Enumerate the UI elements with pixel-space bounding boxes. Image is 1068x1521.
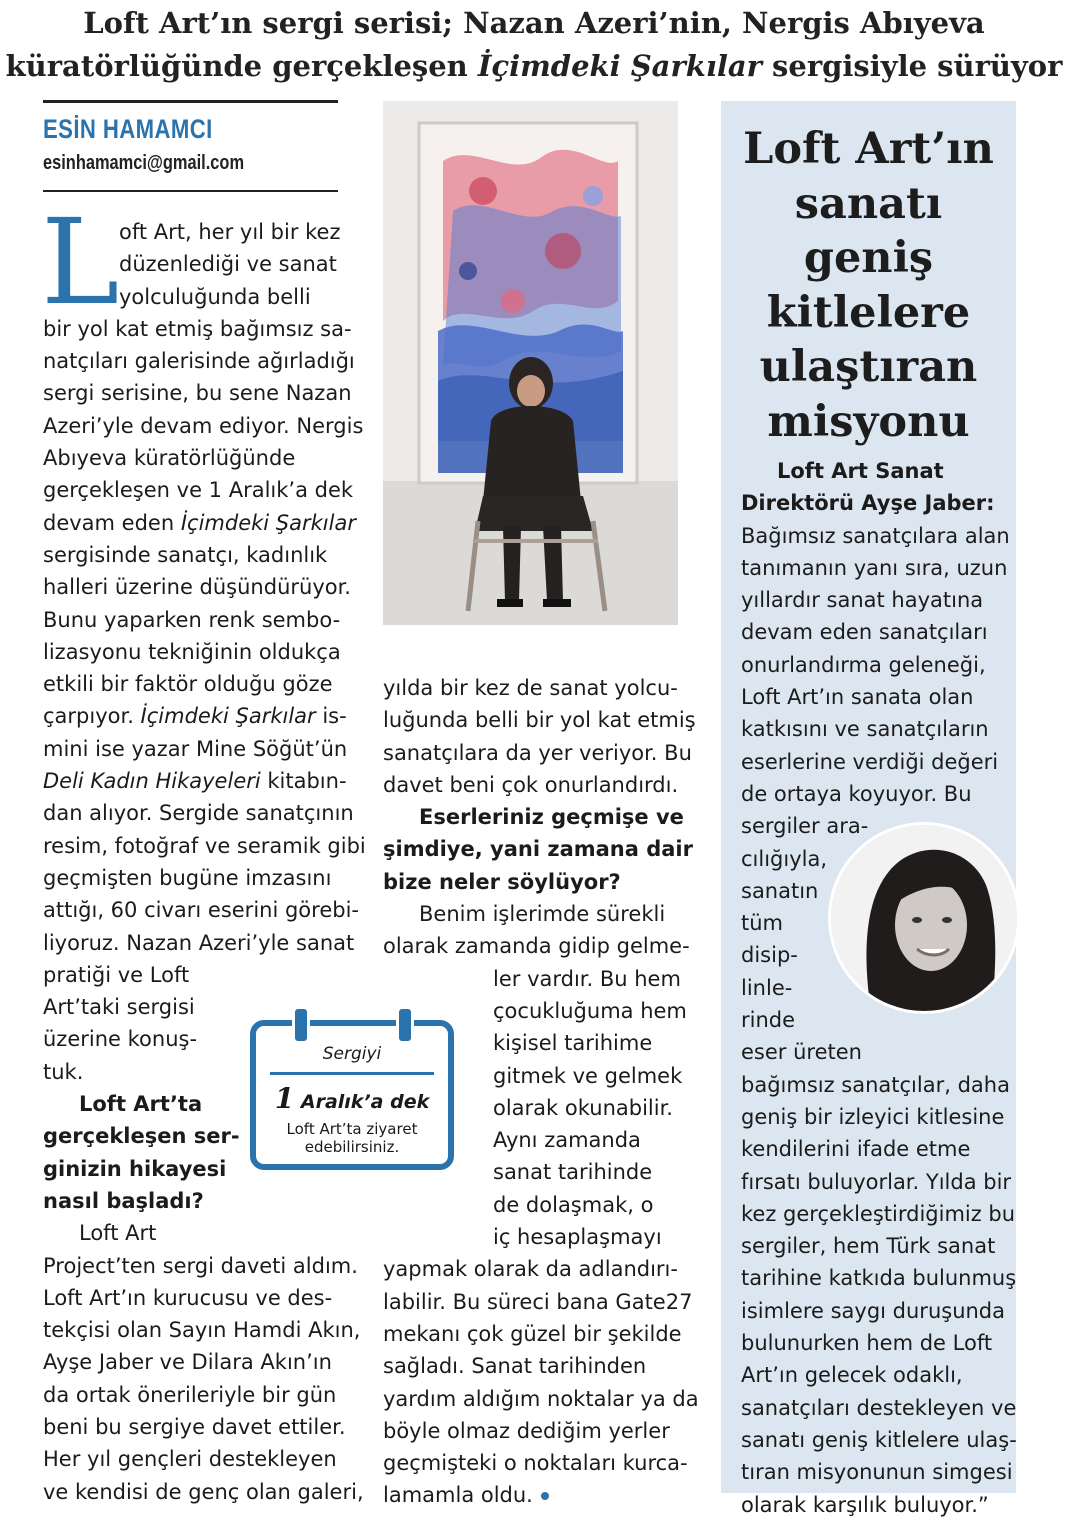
body-line xyxy=(43,765,347,797)
body-line-text: çarpıyor. xyxy=(43,704,141,729)
body-line: tuk. xyxy=(43,1059,84,1084)
calendar-ring-icon xyxy=(292,1006,310,1044)
calendar-note-line: Loft Art’ta ziyaret xyxy=(286,1120,418,1138)
body-line: olarak zamanda gidip gelme- xyxy=(383,934,690,959)
interview-question: şimdiye, yani zamana dair xyxy=(383,837,693,862)
sidebar-speaker: Loft Art Sanat xyxy=(777,459,944,483)
sidebar-title-line: misyonu xyxy=(767,396,970,447)
body-line: düzenlediği ve sanat xyxy=(119,252,337,277)
interview-question: Eserleriniz geçmişe ve xyxy=(419,805,684,830)
body-line: geçmişten bugüne imzasını xyxy=(43,865,332,890)
sidebar-speaker: Direktörü Ayşe Jaber: xyxy=(741,491,995,516)
body-line: olarak okunabilir. xyxy=(493,1095,673,1120)
interview-question: bize neler söylüyor? xyxy=(383,869,621,894)
calendar-label: Sergiyi xyxy=(322,1044,382,1064)
body-line: sergi serisine, bu sene Nazan xyxy=(43,381,352,406)
body-line: ler vardır. Bu hem xyxy=(493,966,681,991)
body-line xyxy=(43,700,347,732)
body-line: etkili bir faktör olduğu göze xyxy=(43,672,333,697)
exhibition-date-box xyxy=(250,1010,464,1172)
sidebar-title xyxy=(721,122,1016,449)
body-line: geniş bir izleyici kitlesine xyxy=(741,1104,1005,1129)
body-line: geçmişteki o noktaları kurca- xyxy=(383,1451,688,1476)
exhibition-title-italic: İçimdeki Şarkılar xyxy=(140,704,316,729)
body-line: katkısını ve sanatçıların xyxy=(741,717,989,742)
body-line: dan alıyor. Sergide sanatçının xyxy=(43,801,354,826)
body-line: da ortak önerileriyle bir gün xyxy=(43,1382,337,1407)
artist-photo xyxy=(383,101,678,625)
body-line: iç hesaplaşmayı xyxy=(493,1225,662,1250)
body-line: kendilerini ifade etme xyxy=(741,1137,971,1162)
body-line: eser üreten xyxy=(741,1040,862,1065)
body-line: tıran misyonunun simgesi xyxy=(741,1460,1013,1485)
interview-question: ginizin hikayesi xyxy=(43,1156,227,1181)
byline-bottom-rule xyxy=(43,190,338,192)
body-line: fırsatı buluyorlar. Yılda bir xyxy=(741,1169,1012,1194)
calendar-date xyxy=(250,1082,454,1115)
body-line: kez gerçekleştirdiğimiz bu xyxy=(741,1201,1016,1226)
body-line: bulunurken hem de Loft xyxy=(741,1331,993,1356)
body-line: sergisinde sanatçı, kadınlık xyxy=(43,542,328,567)
body-line: böyle olmaz dediğim yerler xyxy=(383,1418,670,1443)
body-line: Her yıl gençleri destekleyen xyxy=(43,1447,337,1472)
drop-cap: L xyxy=(41,193,120,331)
interview-question: gerçekleşen ser- xyxy=(43,1124,240,1149)
body-line: yolculuğunda belli xyxy=(119,284,311,309)
sidebar-title-line: ulaştıran xyxy=(759,342,978,392)
body-line: gerçekleşen ve 1 Aralık’a dek xyxy=(43,478,354,503)
body-line-text: lamamla oldu. xyxy=(383,1483,533,1508)
body-line: Benim işlerimde sürekli xyxy=(419,902,666,927)
body-line: üzerine konuş- xyxy=(43,1027,198,1052)
sidebar-title-line: kitlelere xyxy=(766,287,971,338)
interview-question: nasıl başladı? xyxy=(43,1188,204,1213)
headline-line-2-end: sergisiyle sürüyor xyxy=(761,49,1063,83)
body-line: bir yol kat etmiş bağımsız sa- xyxy=(43,316,352,341)
body-line: çocukluğuma hem xyxy=(493,998,687,1023)
director-portrait-illustration xyxy=(831,825,1017,1011)
body-line-text: kitabın- xyxy=(260,769,347,794)
calendar-date-text: Aralık’a dek xyxy=(294,1091,430,1113)
body-line: tekçisi olan Sayın Hamdi Akın, xyxy=(43,1318,361,1343)
body-line: de dolaşmak, o xyxy=(493,1192,654,1217)
article-headline xyxy=(0,2,1068,88)
body-line: linle- xyxy=(741,975,793,1000)
body-line: sanat tarihinde xyxy=(493,1160,653,1185)
headline-line-1: Loft Art’ın sergi serisi; Nazan Azeri’nin, Nergis Abıyeva xyxy=(83,6,985,40)
body-line: eserlerine verdiği değeri xyxy=(741,749,999,774)
body-line: Aynı zamanda xyxy=(493,1128,641,1153)
body-line: Bağımsız sanatçılara alan xyxy=(741,523,1010,548)
body-line: Abıyeva küratörlüğünde xyxy=(43,446,296,471)
body-line: de ortaya koyuyor. Bu xyxy=(741,781,972,806)
body-line: isimlere saygı duruşunda xyxy=(741,1298,1006,1323)
interview-question: Loft Art’ta xyxy=(79,1092,203,1117)
author-email[interactable]: esinhamamci@gmail.com xyxy=(43,152,245,174)
body-line: gitmek ve gelmek xyxy=(493,1063,683,1088)
body-line: disip- xyxy=(741,943,798,968)
body-line: Art’ın gelecek odaklı, xyxy=(741,1363,963,1388)
body-line: lizasyonu tekniğinin oldukça xyxy=(43,639,341,664)
headline-line-2 xyxy=(0,45,1068,88)
body-line: Ayşe Jaber ve Dilara Akın’ın xyxy=(43,1350,332,1375)
exhibition-title-italic: İçimdeki Şarkılar xyxy=(180,510,356,535)
body-line-text: devam eden xyxy=(43,510,181,535)
body-line: davet beni çok onurlandırdı. xyxy=(383,772,679,797)
body-line: Azeri’yle devam ediyor. Nergis xyxy=(43,413,364,438)
body-line xyxy=(383,1479,683,1511)
body-line: cılığıyla, xyxy=(741,846,828,871)
body-line: sanatçıları destekleyen ve xyxy=(741,1395,1017,1420)
body-line: oft Art, her yıl bir kez xyxy=(119,220,341,244)
body-line: Project’ten sergi daveti aldım. xyxy=(43,1253,358,1278)
body-line: tanımanın yanı sıra, uzun xyxy=(741,555,1008,580)
body-line: yardım aldığım noktalar ya da xyxy=(383,1386,699,1411)
body-line xyxy=(43,507,356,539)
body-line: resim, fotoğraf ve seramik gibi xyxy=(43,833,366,858)
body-line: luğunda belli bir yol kat etmiş xyxy=(383,708,696,733)
body-line: sanatı geniş kitlelere ulaş- xyxy=(741,1427,1017,1452)
body-line: mekanı çok güzel bir şekilde xyxy=(383,1321,682,1346)
body-line: yıllardır sanat hayatına xyxy=(741,588,984,613)
body-line: kişisel tarihime xyxy=(493,1031,653,1056)
body-line: bağımsız sanatçılar, daha xyxy=(741,1072,1010,1097)
calendar-divider xyxy=(270,1072,434,1075)
byline-top-rule xyxy=(43,100,338,103)
body-line: attığı, 60 civarı eserini görebi- xyxy=(43,898,359,923)
body-line: Art’taki sergisi xyxy=(43,995,195,1020)
body-line: sanatçılara da yer veriyor. Bu xyxy=(383,740,692,765)
body-line: pratiği ve Loft xyxy=(43,962,190,987)
body-line: olarak karşılık buluyor.” xyxy=(741,1492,989,1517)
body-line: sergiler ara- xyxy=(741,814,869,839)
calendar-note-line: edebilirsiniz. xyxy=(304,1138,400,1156)
body-line: natçıları galerisinde ağırladığı xyxy=(43,349,355,374)
body-line: yapmak olarak da adlandırı- xyxy=(383,1257,678,1282)
body-line: halleri üzerine düşündürüyor. xyxy=(43,575,351,600)
body-line: liyoruz. Nazan Azeri’yle sanat xyxy=(43,930,355,955)
headline-line-2-start: küratörlüğünde gerçekleşen xyxy=(5,49,478,83)
body-line: tüm xyxy=(741,911,783,936)
artist-photo-illustration xyxy=(383,101,678,625)
author-name: ESİN HAMAMCI xyxy=(43,114,213,144)
body-line: devam eden sanatçıları xyxy=(741,620,988,645)
sidebar-title-line: geniş xyxy=(803,233,934,283)
director-portrait xyxy=(828,822,1020,1014)
sidebar-title-line: Loft Art’ın xyxy=(743,124,994,174)
end-of-article-icon xyxy=(541,1492,549,1500)
calendar-note xyxy=(250,1120,454,1156)
body-line: Bunu yaparken renk sembo- xyxy=(43,607,341,632)
body-line: sergiler, hem Türk sanat xyxy=(741,1234,996,1259)
body-line: ve kendisi de genç olan galeri, xyxy=(43,1479,364,1504)
body-line: Loft Art’ın kurucusu ve des- xyxy=(43,1285,333,1310)
body-line: labilir. Bu süreci bana Gate27 xyxy=(383,1289,693,1314)
headline-exhibition-title: İçimdeki Şarkılar xyxy=(477,49,762,83)
body-line: rinde xyxy=(741,1008,796,1033)
body-line: yılda bir kez de sanat yolcu- xyxy=(383,676,678,700)
body-line: beni bu sergiye davet ettiler. xyxy=(43,1414,346,1439)
body-line: Loft Art’ın sanata olan xyxy=(741,685,974,710)
body-line: onurlandırma geleneği, xyxy=(741,652,986,677)
calendar-date-number: 1 xyxy=(274,1082,295,1115)
body-line: tarihine katkıda bulunmuş xyxy=(741,1266,1017,1291)
calendar-ring-icon xyxy=(396,1006,414,1044)
body-line: mini ise yazar Mine Söğüt’ün xyxy=(43,736,348,761)
body-line: sağladı. Sanat tarihinden xyxy=(383,1354,647,1379)
sidebar-title-line: sanatı xyxy=(794,178,943,229)
body-line-text: is- xyxy=(315,704,347,729)
body-line: Loft Art xyxy=(79,1221,157,1246)
book-title-italic: Deli Kadın Hikayeleri xyxy=(43,769,261,794)
body-line: sanatın xyxy=(741,878,819,903)
